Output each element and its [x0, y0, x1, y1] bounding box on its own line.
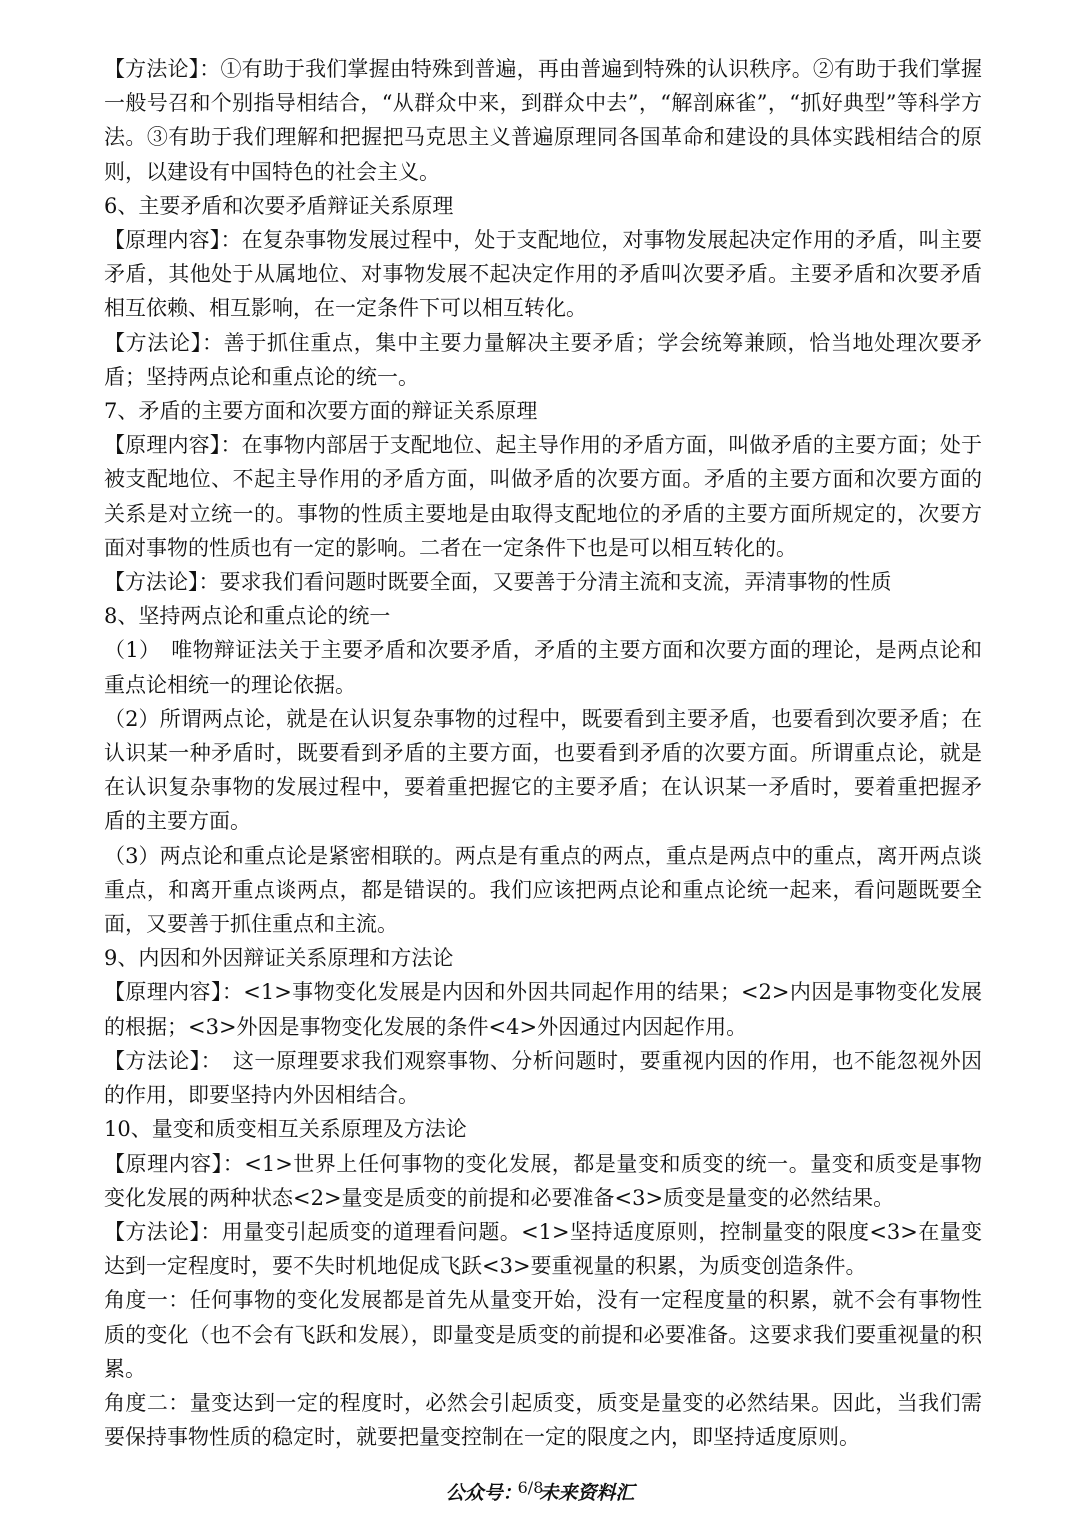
block-text: ：善于抓住重点，集中主要力量解决主要矛盾；学会统筹兼顾，恰当地处理次要矛盾；坚持两点论和重点论的统一。: [104, 330, 982, 389]
block-text: ：在事物内部居于支配地位、起主导作用的矛盾方面，叫做矛盾的主要方面；处于被支配地位、不起主导作用的矛盾方面，叫做矛盾的次要方面。矛盾的主要方面和次要方面的关系是对立统一的。事物的性质主要地是由取得支配地位的矛盾的主要方面所规定的，次要方面对事物的性质也有一定的影响。二者在一定条件下也是可以相互转化的。: [104, 433, 982, 560]
page-footer: [0, 1478, 1080, 1505]
list-item-1: （1） 唯物辩证法关于主要矛盾和次要矛盾，矛盾的主要方面和次要方面的理论，是两点论和重点论相统一的理论依据。: [104, 638, 982, 697]
method-tag: 【方法论】: [104, 570, 199, 595]
footer-right: 未来资料汇: [539, 1482, 635, 1504]
block-text: ：①有助于我们掌握由特殊到普遍，再由普遍到特殊的认识秩序。②有助于我们掌握一般号召和个别指导相结合，“从群众中来，到群众中去”，“解剖麻雀”，“抓好典型”等科学方法。③有助于我们理解和把握把马克思主义普遍原理同各国革命和建设的具体实践相结合的原则，以建设有中国特色的社会主义。: [104, 57, 983, 184]
section-heading-9: 9、内因和外因辩证关系原理和方法论: [104, 946, 454, 971]
block-2: [104, 223, 982, 326]
section-heading-8: 8、坚持两点论和重点论的统一: [104, 604, 391, 629]
block-text: ：用量变引起质变的道理看问题。<1>坚持适度原则，控制量变的限度<3>在量变达到一定程度时，要不失时机地促成飞跃<3>要重视量的积累，为质变创造条件。: [104, 1219, 983, 1279]
principle-tag: 【原理内容】: [104, 980, 222, 1005]
footer-left: 公众号：: [445, 1482, 522, 1504]
page-number: 6/8: [517, 1478, 544, 1497]
block-16: [104, 1215, 982, 1283]
block-5: [104, 428, 982, 565]
block-13: [104, 1044, 982, 1112]
principle-tag: 【原理内容】: [104, 1151, 223, 1176]
section-heading-10: 10、量变和质变相互关系原理及方法论: [104, 1117, 467, 1142]
block-text: ：在复杂事物发展过程中，处于支配地位，对事物发展起决定作用的矛盾，叫主要矛盾，其他处于从属地位、对事物发展不起决定作用的矛盾叫次要矛盾。主要矛盾和次要矛盾相互依赖、相互影响，在一定条件下可以相互转化。: [104, 228, 982, 321]
block-text: ：要求我们看问题时既要全面，又要善于分清主流和支流，弄清事物的性质: [198, 570, 892, 595]
block-6: [104, 565, 982, 599]
method-tag: 【方法论】: [104, 1219, 201, 1244]
angle-two: 角度二：量变达到一定的程度时，必然会引起质变，质变是量变的必然结果。因此，当我们需要保持事物性质的稳定时，就要把量变控制在一定的限度之内，即坚持适度原则。: [104, 1390, 982, 1450]
block-0: [104, 52, 982, 189]
list-item-3: （3）两点论和重点论是紧密相联的。两点是有重点的两点，重点是两点中的重点，离开两点谈重点，和离开重点谈两点，都是错误的。我们应该把两点论和重点论统一起来，看问题既要全面，又要善于抓住重点和主流。: [104, 843, 982, 937]
method-tag: 【方法论】: [104, 330, 202, 355]
angle-one: 角度一：任何事物的变化发展都是首先从量变开始，没有一定程度量的积累，就不会有事物性质的变化（也不会有飞跃和发展），即量变是质变的前提和必要准备。这要求我们要重视量的积累。: [104, 1288, 982, 1381]
method-tag: 【方法论】: [104, 1048, 201, 1073]
block-3: [104, 326, 982, 394]
block-text: ：<1>世界上任何事物的变化发展，都是量变和质变的统一。量变和质变是事物变化发展的两种状态<2>量变是质变的前提和必要准备<3>质变是量变的必然结果。: [104, 1151, 982, 1210]
principle-tag: 【原理内容】: [104, 228, 221, 253]
principle-tag: 【原理内容】: [104, 433, 221, 458]
block-12: [104, 975, 982, 1043]
section-heading-6: 6、主要矛盾和次要矛盾辩证关系原理: [104, 193, 454, 218]
block-text: ：<1>事物变化发展是内因和外因共同起作用的结果；<2>内因是事物变化发展的根据；<3>外因是事物变化发展的条件<4>外因通过内因起作用。: [104, 980, 983, 1039]
method-tag: 【方法论】: [104, 57, 200, 81]
list-item-2: （2）所谓两点论，就是在认识复杂事物的过程中，既要看到主要矛盾，也要看到次要矛盾；在认识某一种矛盾时，既要看到矛盾的主要方面，也要看到矛盾的次要方面。所谓重点论，就是在认识复杂事物的发展过程中，要着重把握它的主要矛盾；在认识某一矛盾时，要着重把握矛盾的主要方面。: [104, 706, 982, 834]
block-15: [104, 1147, 982, 1215]
block-text: ： 这一原理要求我们观察事物、分析问题时，要重视内因的作用，也不能忽视外因的作用，即要坚持内外因相结合。: [104, 1048, 983, 1108]
section-heading-7: 7、矛盾的主要方面和次要方面的辩证关系原理: [104, 399, 538, 424]
